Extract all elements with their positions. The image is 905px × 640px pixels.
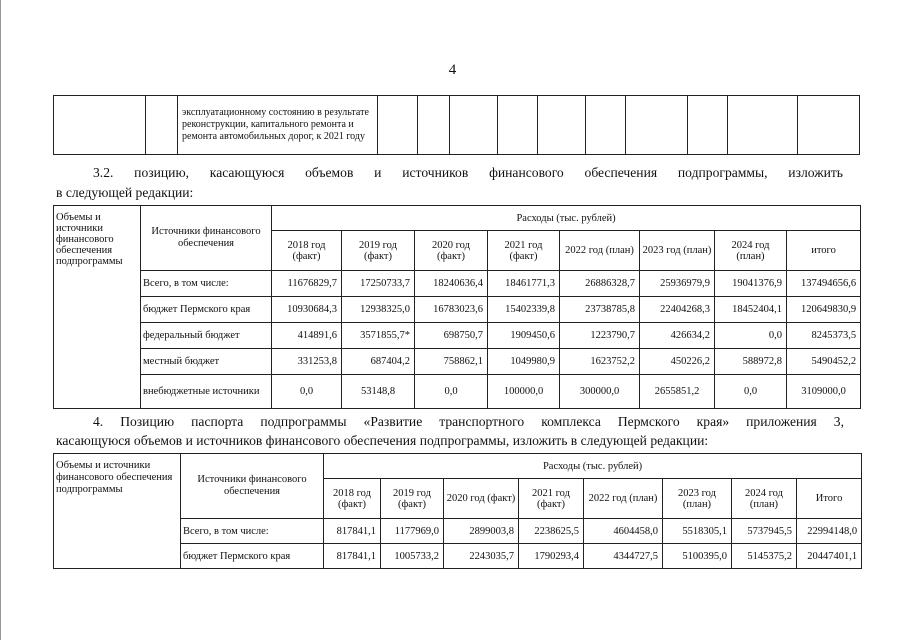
cell: 5145375,2 [732,544,797,569]
page-number: 4 [448,62,457,78]
cell: 817841,1 [324,544,381,569]
cell: 1049980,9 [488,349,560,375]
row-label: Всего, в том числе: [181,519,324,544]
table1-sources-header: Источники финансового обеспечения [141,206,272,271]
cell: 450226,2 [640,349,715,375]
cell: 588972,8 [715,349,787,375]
cell: 4344727,5 [584,544,663,569]
table2-year-header: 2020 год (факт) [444,479,519,519]
cell: 100000,0 [488,375,560,409]
cell: 331253,8 [272,349,342,375]
cell: 1223790,7 [560,323,640,349]
cell: 758862,1 [415,349,488,375]
paragraph-3-2-line1: 3.2. позицию, касающуюся объемов и источников финансового обеспечения подпрограммы, изложить [93,165,843,180]
cell: 22994148,0 [797,519,862,544]
continuation-table [53,95,860,155]
cell: 0,0 [272,375,342,409]
table1-year-header: 2019 год (факт) [342,231,415,271]
table-row [54,297,861,323]
table-row [54,375,861,409]
table1-year-header: 2023 год (план) [640,231,715,271]
cell: 16783023,6 [415,297,488,323]
cell: 0,0 [715,375,787,409]
table1-year-header: 2024 год (план) [715,231,787,271]
table1-year-header: итого [787,231,861,271]
scan-edge [0,0,1,640]
cell: 12938325,0 [342,297,415,323]
table2-year-header: 2019 год (факт) [381,479,444,519]
cell: 817841,1 [324,519,381,544]
table-row [54,271,861,297]
cell: 698750,7 [415,323,488,349]
table2-year-header: 2021 год (факт) [519,479,584,519]
row-label: Всего, в том числе: [141,271,272,297]
cell: 1177969,0 [381,519,444,544]
cell: 4604458,0 [584,519,663,544]
continuation-text: эксплуатационному состоянию в результате реконструкции, капитального ремонта и ремонта автомобильных дорог, к 2021 году [178,96,378,155]
cell: 2243035,7 [444,544,519,569]
cell: 687404,2 [342,349,415,375]
cell: 137494656,6 [787,271,861,297]
cell: 18461771,3 [488,271,560,297]
table2-sources-header: Источники финансового обеспечения [181,454,324,519]
row-label: местный бюджет [141,349,272,375]
row-label: федеральный бюджет [141,323,272,349]
paragraph-3-2-line2: в следующей редакции: [56,185,194,200]
table2-year-header: 2018 год (факт) [324,479,381,519]
cell: 414891,6 [272,323,342,349]
table2-year-header: 2022 год (план) [584,479,663,519]
paragraph-4-line1: 4. Позицию паспорта подпрограммы «Развитие транспортного комплекса Пермского края» приложения 3, [93,414,844,429]
table-row [54,323,861,349]
cell: 53148,8 [342,375,415,409]
cell: 5490452,2 [787,349,861,375]
table1-year-header: 2022 год (план) [560,231,640,271]
cell: 2655851,2 [640,375,715,409]
cell: 3571855,7* [342,323,415,349]
financing-table-1 [53,205,861,409]
cell: 19041376,9 [715,271,787,297]
table1-year-header: 2021 год (факт) [488,231,560,271]
cell: 5100395,0 [663,544,732,569]
row-label: внебюджетные источники [141,375,272,409]
cell: 1909450,6 [488,323,560,349]
cell: 26886328,7 [560,271,640,297]
cell: 0,0 [415,375,488,409]
cell: 2238625,5 [519,519,584,544]
row-label: бюджет Пермского края [181,544,324,569]
cell: 1623752,2 [560,349,640,375]
table2-year-header: Итого [797,479,862,519]
cell: 20447401,1 [797,544,862,569]
cell: 18452404,1 [715,297,787,323]
paragraph-4-line2: касающуюся объемов и источников финансового обеспечения подпрограммы, изложить в следующей редакции: [56,433,709,448]
cell: 426634,2 [640,323,715,349]
table2-year-header: 2023 год (план) [663,479,732,519]
row-label: бюджет Пермского края [141,297,272,323]
table1-expenses-header: Расходы (тыс. рублей) [272,206,861,231]
cell: 22404268,3 [640,297,715,323]
cell: 25936979,9 [640,271,715,297]
cell: 5518305,1 [663,519,732,544]
cell: 300000,0 [560,375,640,409]
cell: 2899003,8 [444,519,519,544]
cell: 18240636,4 [415,271,488,297]
table-row [54,349,861,375]
cell: 17250733,7 [342,271,415,297]
cell: 23738785,8 [560,297,640,323]
table2-expenses-header: Расходы (тыс. рублей) [324,454,862,479]
cell: 120649830,9 [787,297,861,323]
cell: 5737945,5 [732,519,797,544]
cell: 3109000,0 [787,375,861,409]
cell: 1790293,4 [519,544,584,569]
cell: 1005733,2 [381,544,444,569]
cell: 11676829,7 [272,271,342,297]
cell: 0,0 [715,323,787,349]
cell: 8245373,5 [787,323,861,349]
cell: 10930684,3 [272,297,342,323]
financing-table-2 [53,453,862,569]
table1-year-header: 2020 год (факт) [415,231,488,271]
table1-corner-label: Объемы и источники финансового обеспечения подпрограммы [54,206,141,409]
table1-year-header: 2018 год (факт) [272,231,342,271]
table2-year-header: 2024 год (план) [732,479,797,519]
cell: 15402339,8 [488,297,560,323]
table2-corner-label: Объемы и источники финансового обеспечения подпрограммы [54,454,181,569]
